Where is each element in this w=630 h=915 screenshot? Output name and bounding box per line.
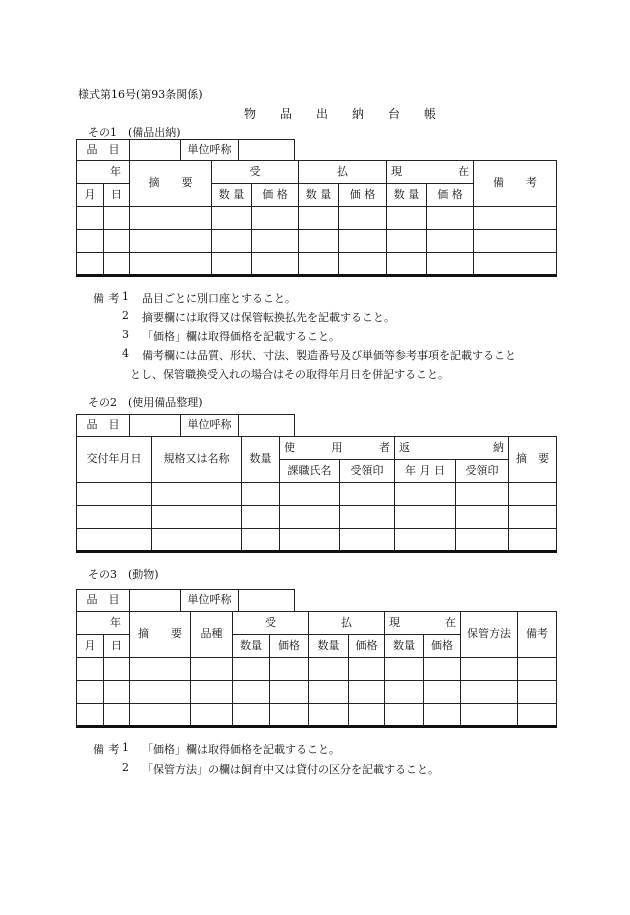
- remarks-header: 備 考: [474, 161, 557, 207]
- spec-name-header: 規格又は名称: [152, 437, 242, 483]
- storage-method-header: 保管方法: [461, 612, 518, 658]
- notes-1-item-4-text: 備考欄には品質、形状、寸法、製造番号及び単価等参考事項を記載すること: [142, 349, 516, 362]
- notes-2-item-1-text: 「価格」欄は取得価格を記載すること。: [142, 743, 340, 756]
- paid-out-header: 払: [299, 161, 387, 184]
- item-value: [130, 415, 181, 437]
- paid-price-header: 価格: [349, 635, 385, 658]
- unit-label: 単位呼称: [181, 140, 239, 161]
- received-header: 受: [212, 161, 299, 184]
- table-row: [77, 207, 557, 230]
- return-seal-header: 受領印: [456, 460, 509, 483]
- unit-label: 単位呼称: [181, 415, 239, 437]
- section-3-item-table: [76, 589, 295, 612]
- month-header: 月: [77, 184, 104, 207]
- notes-2-item-2-text: 「保管方法」の欄は飼育中又は貸付の区分を記載すること。: [142, 763, 439, 776]
- notes-2-label: 備考: [93, 743, 124, 756]
- item-label: 品 目: [77, 590, 130, 612]
- day-header: 日: [104, 184, 130, 207]
- table-row: [77, 529, 557, 552]
- current-price-header: 価 格: [427, 184, 474, 207]
- summary-header: 摘 要: [130, 161, 212, 207]
- current-price-header: 価格: [424, 635, 461, 658]
- summary-header: 摘 要: [130, 612, 191, 658]
- notes-1-item-4-cont: とし、保管職換受入れの場合はその取得年月日を併記すること。: [130, 368, 449, 381]
- table-row: [77, 506, 557, 529]
- unit-value: [239, 590, 295, 612]
- paid-out-header: 払: [309, 612, 385, 635]
- year-header: 年: [77, 612, 130, 635]
- unit-value: [239, 140, 295, 161]
- current-header: 現 在: [385, 612, 461, 635]
- table-row: [77, 483, 557, 506]
- return-date-header: 年 月 日: [395, 460, 456, 483]
- section-3-label: その3 (動物): [88, 568, 159, 581]
- month-header: 月: [77, 635, 104, 658]
- table-row: [77, 681, 557, 704]
- section-1-label: その1 (備品出納): [88, 126, 181, 139]
- notes-2-item-2-num: 2: [122, 761, 129, 774]
- notes-1-item-4-num: 4: [122, 347, 129, 360]
- summary-header: 摘 要: [509, 437, 557, 483]
- notes-2-item-1-num: 1: [122, 741, 129, 754]
- notes-1-item-1-text: 品目ごとに別口座とすること。: [142, 292, 296, 305]
- table-row: [77, 253, 557, 276]
- day-header: 日: [104, 635, 130, 658]
- paid-qty-header: 数量: [309, 635, 349, 658]
- section-2-ledger-table: [76, 436, 557, 553]
- item-value: [130, 590, 181, 612]
- page-title: 物 品 出 納 台 帳: [244, 107, 443, 121]
- current-qty-header: 数量: [385, 635, 424, 658]
- received-price-header: 価 格: [252, 184, 299, 207]
- received-qty-header: 数量: [233, 635, 270, 658]
- received-price-header: 価格: [270, 635, 309, 658]
- quantity-header: 数量: [242, 437, 280, 483]
- notes-1-item-3-num: 3: [122, 328, 129, 341]
- notes-1-item-2-text: 摘要欄には取得又は保管転換払先を記載すること。: [142, 311, 395, 324]
- paid-qty-header: 数 量: [299, 184, 339, 207]
- received-header: 受: [233, 612, 309, 635]
- notes-1-label: 備考: [93, 292, 124, 305]
- receipt-seal-header: 受領印: [340, 460, 395, 483]
- user-header: 使 用 者: [280, 437, 395, 460]
- item-value: [130, 140, 181, 161]
- section-1-ledger-table: [76, 160, 557, 277]
- delivery-date-header: 交付年月日: [77, 437, 152, 483]
- paid-price-header: 価 格: [339, 184, 387, 207]
- table-row: [77, 704, 557, 727]
- current-qty-header: 数 量: [387, 184, 427, 207]
- table-row: [77, 658, 557, 681]
- item-label: 品 目: [77, 140, 130, 161]
- notes-1-item-2-num: 2: [122, 309, 129, 322]
- form-number: 様式第16号(第93条関係): [78, 88, 203, 101]
- item-label: 品 目: [77, 415, 130, 437]
- breed-header: 品種: [191, 612, 233, 658]
- unit-label: 単位呼称: [181, 590, 239, 612]
- notes-1-item-1-num: 1: [122, 290, 129, 303]
- year-header: 年: [77, 161, 130, 184]
- return-header: 返 納: [395, 437, 509, 460]
- section-2-item-table: [76, 414, 295, 437]
- section-3-ledger-table: [76, 611, 557, 728]
- section-1-item-table: [76, 139, 295, 161]
- current-header: 現 在: [387, 161, 474, 184]
- remarks-header: 備考: [518, 612, 557, 658]
- received-qty-header: 数 量: [212, 184, 252, 207]
- notes-1-item-3-text: 「価格」欄は取得価格を記載すること。: [142, 330, 340, 343]
- department-name-header: 課職氏名: [280, 460, 340, 483]
- table-row: [77, 230, 557, 253]
- unit-value: [239, 415, 295, 437]
- section-2-label: その2 (使用備品整理): [88, 396, 203, 409]
